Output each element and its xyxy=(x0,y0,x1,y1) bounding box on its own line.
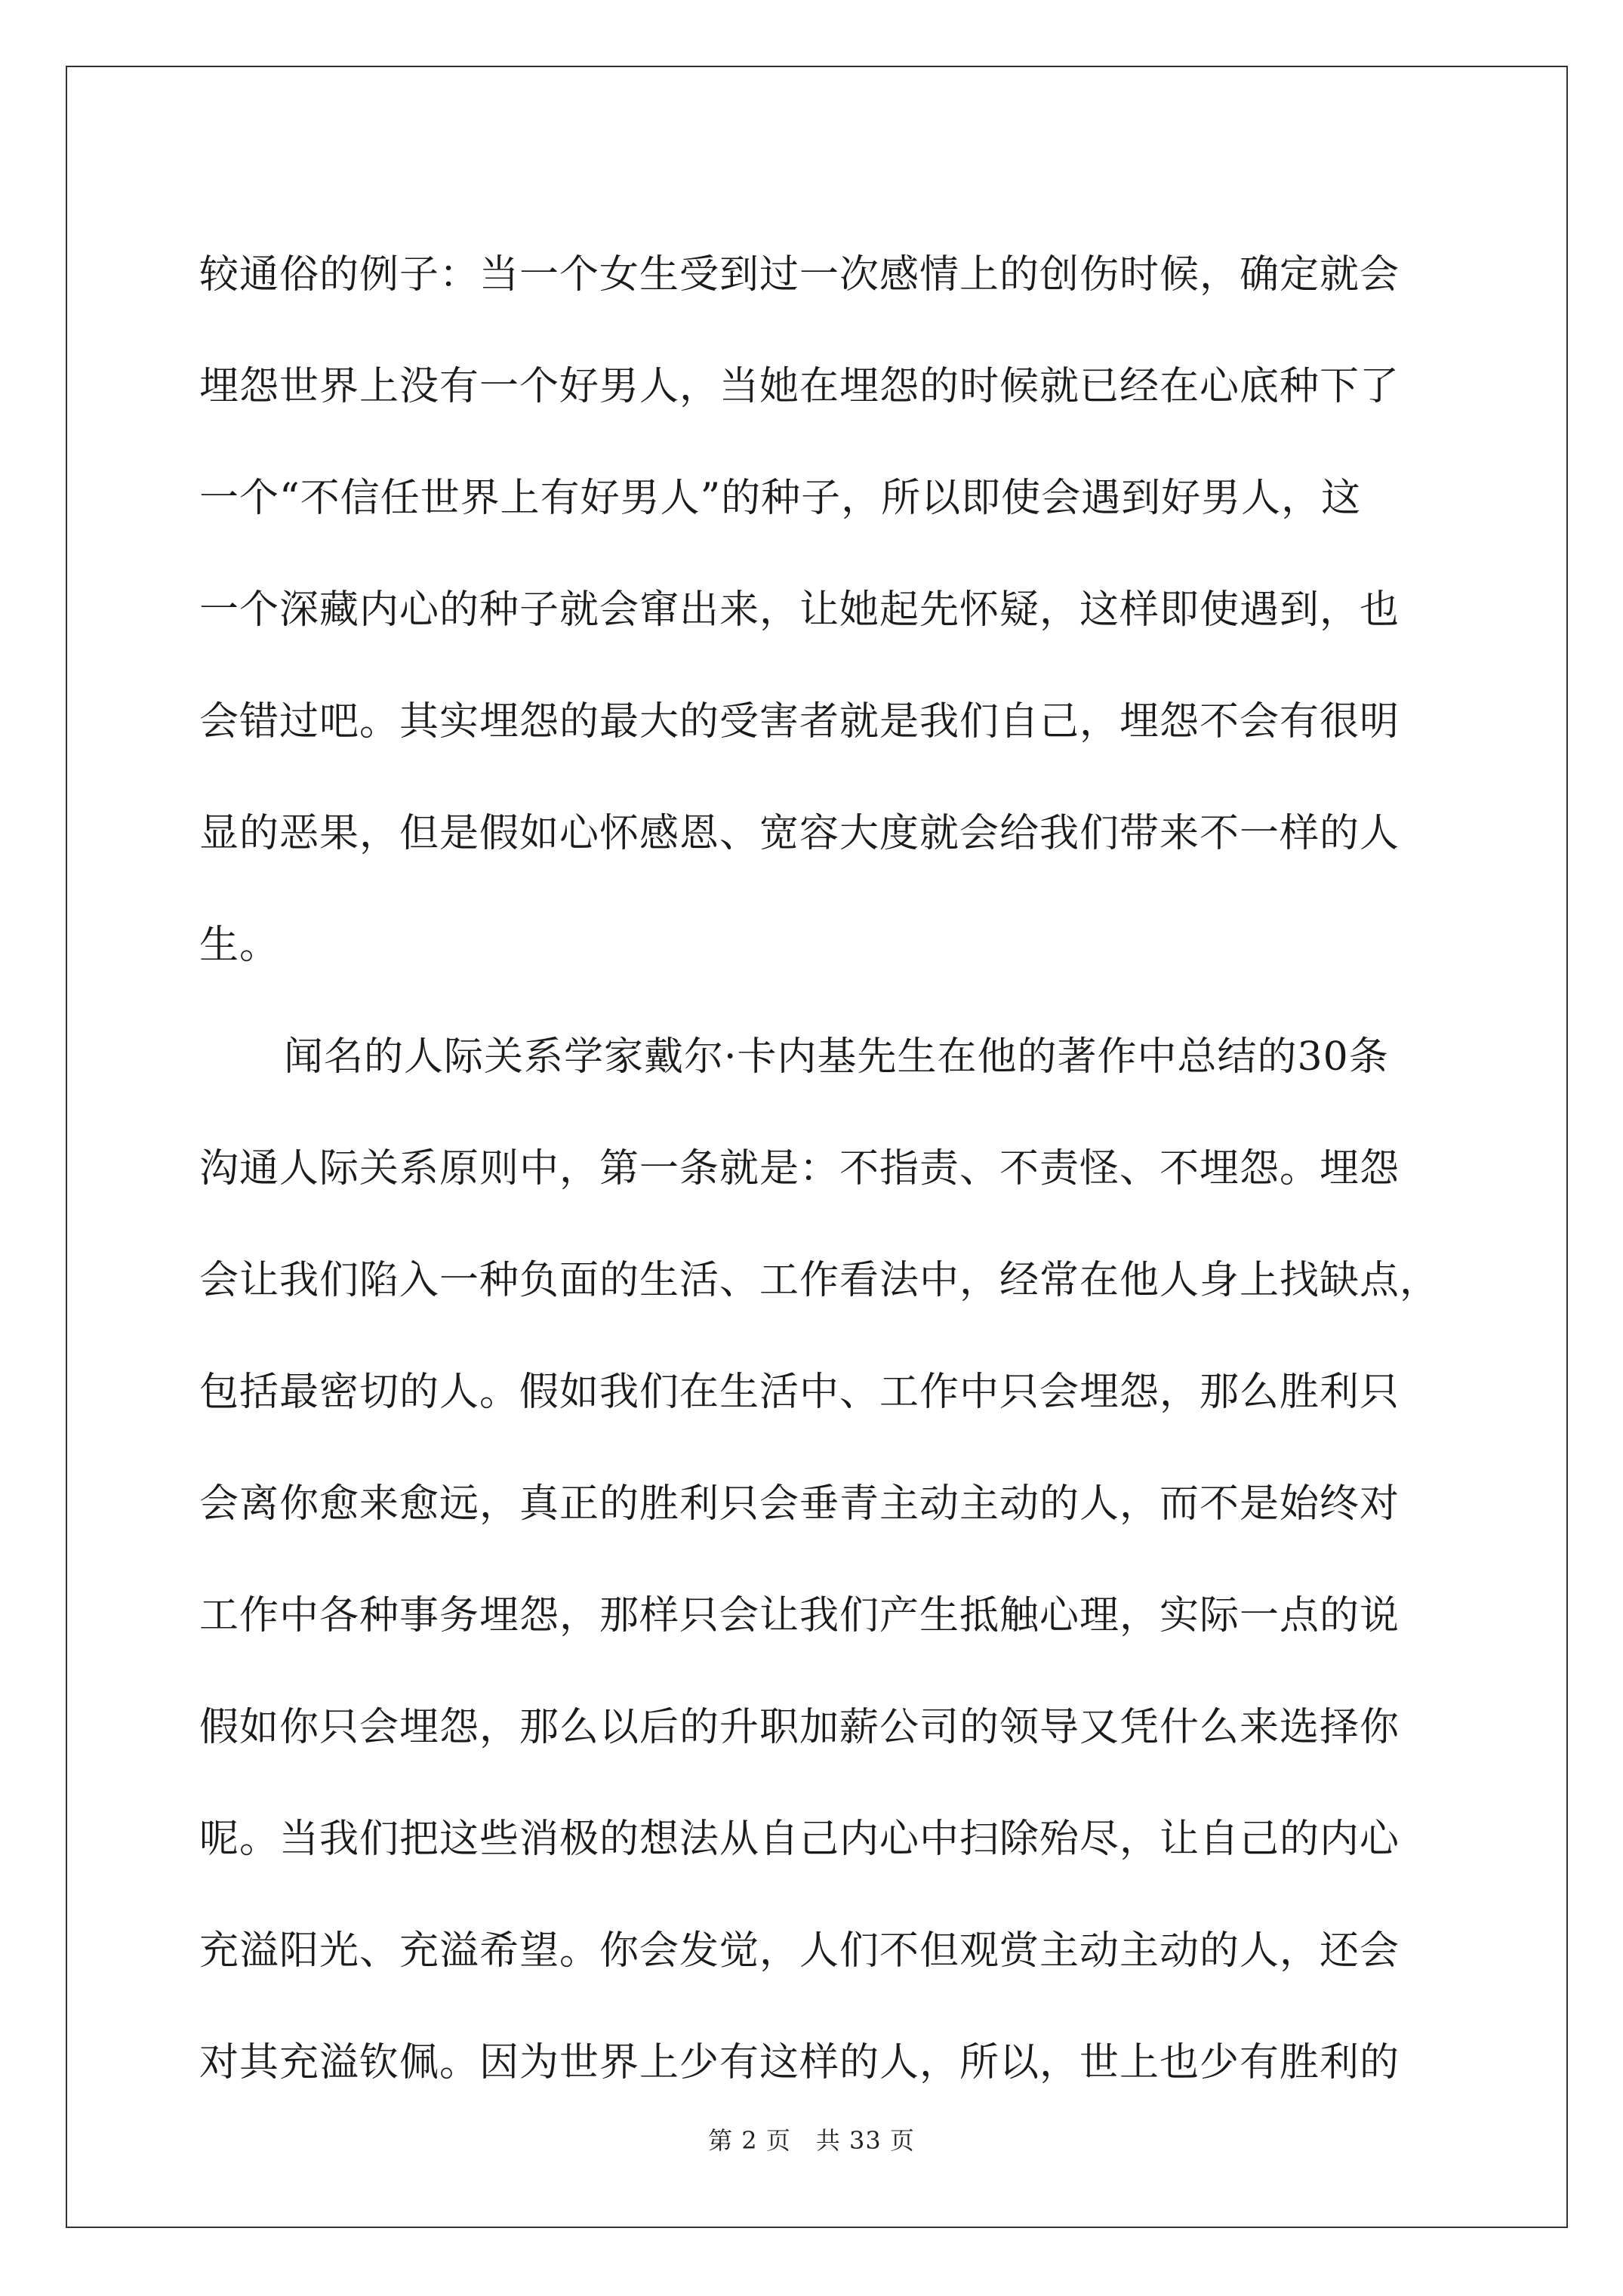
text-line: 显的恶果，但是假如心怀感恩、宽容大度就会给我们带来不一样的人 xyxy=(199,811,1400,856)
document-body xyxy=(199,219,1440,2119)
paragraph-2 xyxy=(199,1001,1440,2119)
text-line: 充溢阳光、充溢希望。你会发觉，人们不但观赏主动主动的人，还会 xyxy=(199,1928,1400,1974)
text-line: 会让我们陷入一种负面的生活、工作看法中，经常在他人身上找缺点， xyxy=(199,1258,1440,1303)
text-line: 会离你愈来愈远，真正的胜利只会垂青主动主动的人，而不是始终对 xyxy=(199,1481,1400,1527)
text-line: 包括最密切的人。假如我们在生活中、工作中只会埋怨，那么胜利只 xyxy=(199,1370,1400,1415)
text-line: 生。 xyxy=(199,923,280,968)
text-line: 沟通人际关系原则中，第一条就是：不指责、不责怪、不埋怨。埋怨 xyxy=(199,1146,1400,1191)
page-number-footer: 第 2 页 共 33 页 xyxy=(708,2126,915,2155)
paragraph-1 xyxy=(199,219,1437,1001)
text-line: 较通俗的例子：当一个女生受到过一次感情上的创伤时候，确定就会 xyxy=(199,252,1400,297)
text-line: 工作中各种事务埋怨，那样只会让我们产生抵触心理，实际一点的说 xyxy=(199,1593,1400,1638)
text-line: 闻名的人际关系学家戴尔·卡内基先生在他的著作中总结的30条 xyxy=(284,1034,1389,1080)
text-line: 假如你只会埋怨，那么以后的升职加薪公司的领导又凭什么来选择你 xyxy=(199,1705,1400,1750)
text-line: 埋怨世界上没有一个好男人，当她在埋怨的时候就已经在心底种下了 xyxy=(199,364,1400,409)
text-line: 对其充溢钦佩。因为世界上少有这样的人，所以，世上也少有胜利的 xyxy=(199,2040,1400,2085)
text-line: 一个深藏内心的种子就会窜出来，让她起先怀疑，这样即使遇到，也 xyxy=(199,587,1400,633)
text-line: 会错过吧。其实埋怨的最大的受害者就是我们自己，埋怨不会有很明 xyxy=(199,699,1400,744)
text-line: 一个“不信任世界上有好男人”的种子，所以即使会遇到好男人，这 xyxy=(199,476,1362,521)
text-line: 呢。当我们把这些消极的想法从自己内心中扫除殆尽，让自己的内心 xyxy=(199,1817,1400,1862)
